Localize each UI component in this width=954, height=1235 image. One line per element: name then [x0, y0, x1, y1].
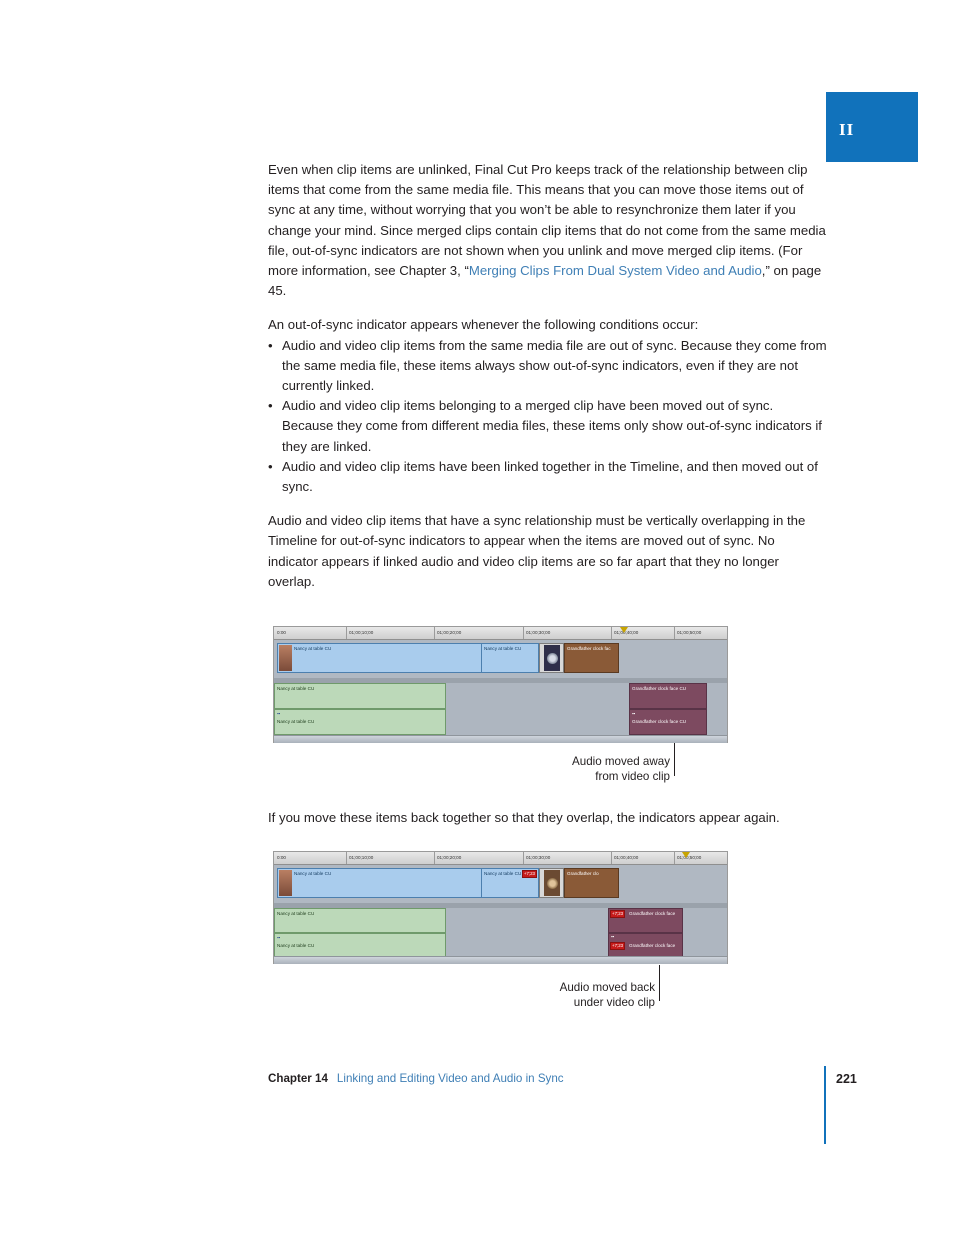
clip-label: Nancy at table CU	[484, 646, 522, 651]
keyframe-icon: ▪▪	[611, 934, 615, 939]
paragraph-4: If you move these items back together so that they overlap, the indicators appear again.	[268, 810, 780, 825]
bullet-icon: •	[268, 337, 273, 353]
video-clip[interactable]	[564, 868, 619, 898]
figure1-callout-line1: Audio moved away	[572, 755, 670, 768]
ruler-tickline	[611, 627, 612, 639]
clip-thumbnail	[279, 870, 292, 896]
paragraph-1	[268, 160, 828, 301]
ruler-tickline	[434, 627, 435, 639]
ruler-tick: 0:00	[277, 630, 286, 635]
empty-track-region	[619, 868, 724, 898]
audio-tracks	[274, 683, 727, 735]
page-corner-tab	[826, 92, 918, 162]
ruler-tickline	[523, 627, 524, 639]
page-number: 221	[836, 1072, 857, 1086]
footer-rule	[824, 1066, 826, 1144]
ruler-tickline	[434, 852, 435, 864]
audio-clip[interactable]	[274, 933, 446, 958]
out-of-sync-badge[interactable]: +7;23	[612, 911, 624, 916]
video-track	[274, 865, 727, 903]
audio-clip[interactable]	[274, 683, 446, 709]
timeline-figure-in-sync	[273, 851, 728, 964]
ruler-tickline	[523, 852, 524, 864]
clip-label: Grandfather clo	[567, 871, 599, 876]
list-item	[268, 336, 828, 397]
figure1-callout-leader	[674, 743, 675, 776]
clip-label: Grandfather clock face	[629, 943, 676, 948]
transition-thumbnail	[544, 870, 560, 896]
list-item	[268, 396, 828, 457]
footer-chapter-label: Chapter 14	[268, 1072, 328, 1085]
bullet-icon: •	[268, 458, 273, 474]
footer-chapter-title: Linking and Editing Video and Audio in Sync	[336, 1072, 564, 1085]
clip-label: Nancy at table CU	[484, 871, 522, 876]
ruler-tickline	[346, 852, 347, 864]
video-track	[274, 640, 727, 678]
ruler-tick: 01;00;30;00	[526, 855, 551, 860]
keyframe-icon: ▪▪	[277, 711, 281, 716]
transition-thumbnail	[544, 645, 560, 671]
keyframe-icon: ▪▪	[277, 935, 281, 940]
clip-label: Nancy at table CU	[277, 719, 315, 724]
audio-clip[interactable]	[608, 908, 683, 933]
paragraph-1-text-after-link: ,” on page 45.	[268, 263, 822, 299]
transition-clip[interactable]	[539, 643, 564, 673]
timeline-figure-out-of-sync	[273, 626, 728, 743]
out-of-sync-badge[interactable]: +7;23	[523, 871, 535, 876]
keyframe-icon: ▪▪	[632, 711, 636, 716]
ruler-tick: 01;00;40;00	[614, 855, 639, 860]
figure2-callout-line2: under video clip	[573, 995, 655, 1009]
figure2-callout	[505, 981, 655, 1010]
ruler-tick: 01;00;50;00	[677, 855, 702, 860]
clip-label: Nancy at table CU	[277, 686, 315, 691]
ruler-tick: 01;00;20;00	[437, 855, 462, 860]
list-item	[268, 457, 828, 497]
clip-label: Nancy at table CU	[277, 911, 315, 916]
out-of-sync-badge[interactable]: +7;23	[612, 943, 624, 948]
timeline-scrollbar[interactable]	[274, 956, 727, 964]
paragraph-3: Audio and video clip items that have a sync relationship must be vertically overlapping in the Timeline for out-of-sync indicators to appear when the items are moved out of sync. No indicator appears if linked audio and video clip items are so far apart that they no longer overlap.	[268, 513, 806, 589]
audio-clip[interactable]	[274, 908, 446, 933]
audio-clip[interactable]	[629, 709, 707, 735]
paragraph-2: An out-of-sync indicator appears whenever the following conditions occur:	[268, 317, 699, 333]
list-item-text: Audio and video clip items belonging to a merged clip have been moved out of sync. Because they come from different media files, these items only show out-of-sync indicators if they are linked.	[282, 398, 822, 454]
audio-clip[interactable]	[629, 683, 707, 709]
ruler-tick: 01;00;10;00	[349, 630, 374, 635]
video-clip[interactable]	[481, 868, 539, 898]
circle-glyph	[547, 878, 558, 889]
clip-label: Nancy at table CU	[277, 943, 315, 948]
timeline-ruler[interactable]	[274, 627, 727, 640]
clip-label: Nancy at table CU	[294, 871, 332, 876]
ruler-tick: 0:00	[277, 855, 286, 860]
list-item-text: Audio and video clip items have been linked together in the Timeline, and then moved out of sync.	[282, 458, 818, 495]
paragraph-1-text-before-link: Even when clip items are unlinked, Final Cut Pro keeps track of the relationship between clip items that come from the same media file. This means that you can move those items out of sync at any time, without worrying that you won’t be able to resynchronize them later if you change your mind. Since merged clips contain clip items that do not come from the same media file, out-of-sync indicators are not shown when you unlink and move merged clip items. (For more information, see Chapter 3, “	[268, 162, 826, 279]
clip-label: Nancy at table CU	[294, 646, 332, 651]
ruler-tickline	[611, 852, 612, 864]
video-clip[interactable]	[481, 643, 539, 673]
clip-thumbnail	[279, 645, 292, 671]
ruler-tickline	[346, 627, 347, 639]
timeline-tracks	[274, 640, 727, 743]
video-clip[interactable]	[564, 643, 619, 673]
ruler-tick: 01;00;10;00	[349, 855, 374, 860]
page-body	[268, 160, 828, 592]
ruler-tick: 01;00;50;00	[677, 630, 702, 635]
merging-clips-link[interactable]: Merging Clips From Dual System Video and Audio	[468, 263, 762, 279]
clip-label: Grandfather clock fac	[567, 646, 611, 651]
ruler-tickline	[674, 627, 675, 639]
playhead-icon[interactable]	[682, 852, 690, 858]
ruler-tick: 01;00;20;00	[437, 630, 462, 635]
timeline-ruler[interactable]	[274, 852, 727, 865]
figure1-callout	[520, 755, 670, 784]
figure2-callout-leader	[659, 965, 660, 1001]
playhead-icon[interactable]	[620, 627, 628, 633]
part-marker-label: II	[839, 120, 855, 139]
timeline-tracks	[274, 865, 727, 964]
clip-label: Grandfather clock face CU	[632, 686, 687, 691]
ruler-tickline	[674, 852, 675, 864]
footer	[268, 1072, 564, 1085]
audio-clip[interactable]	[608, 933, 683, 958]
ruler-tick: 01;00;30;00	[526, 630, 551, 635]
bullet-icon: •	[268, 398, 273, 414]
empty-track-region	[619, 643, 724, 673]
clip-label: Grandfather clock face CU	[632, 719, 687, 724]
figure1-callout-line2: from video clip	[595, 769, 670, 783]
audio-tracks	[274, 908, 727, 958]
clip-label: Grandfather clock face	[629, 911, 676, 916]
transition-clip[interactable]	[539, 868, 564, 898]
list-item-text: Audio and video clip items from the same media file are out of sync. Because they come from the same media file, these items always show out-of-sync indicators, even if they are not currently linked.	[282, 337, 827, 394]
ruler-tick: 01;00;40;00	[614, 630, 639, 635]
timeline-scrollbar[interactable]	[274, 735, 727, 743]
figure2-callout-line1: Audio moved back	[559, 981, 655, 994]
audio-clip[interactable]	[274, 709, 446, 735]
conditions-list	[268, 336, 828, 498]
circle-glyph	[547, 653, 558, 664]
